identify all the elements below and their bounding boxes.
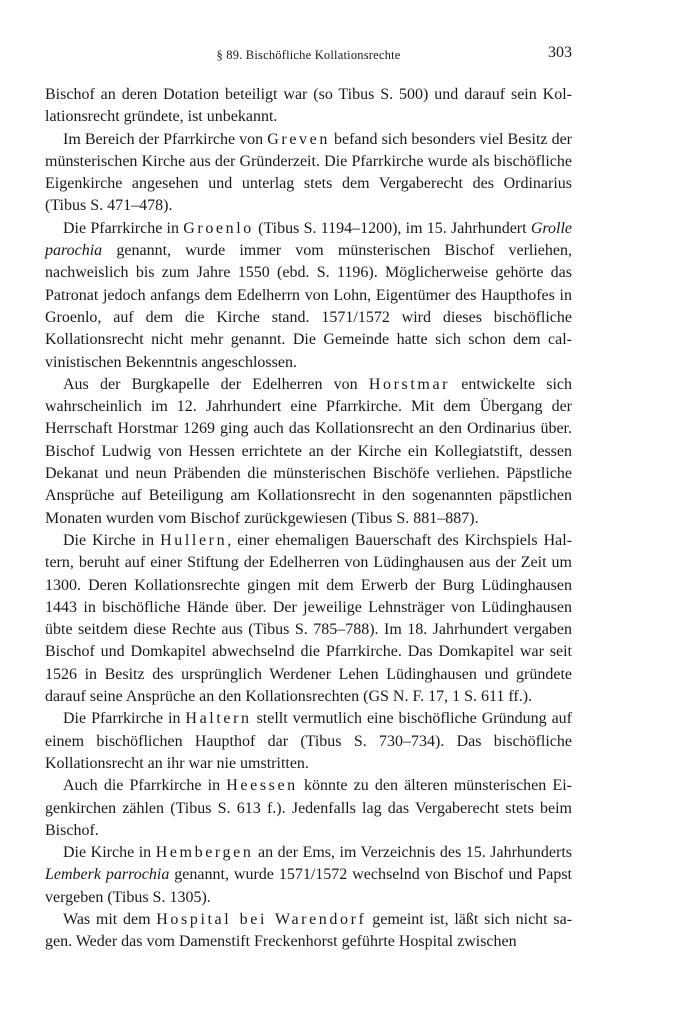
body-text [45, 84, 572, 954]
text-run: genannt, wurde 1571/1572 wechselnd von Bischof und Papst vergeben (Tibus S. 1305). [45, 866, 572, 906]
paragraph [45, 708, 572, 775]
italic-term: Lemberk parrochia [45, 866, 170, 884]
paragraph [45, 374, 572, 530]
paragraph [45, 129, 572, 218]
text-run: Bischof an deren Dotation beteiligt war (so Tibus S. 500) und darauf sein Kollationsrecht gründete, ist unbekannt. [45, 86, 572, 126]
text-run: an der Ems, im Verzeichnis des 15. Jahrhunderts [253, 844, 573, 862]
spaced-place-name: Heessen [226, 777, 298, 795]
spaced-place-name: Hullern [160, 531, 228, 549]
spaced-place-name: Haltern [185, 710, 252, 728]
running-header [45, 44, 572, 66]
text-run: gemeint ist, läßt sich nicht sagen. Weder das vom Damenstift Freckenhorst geführte Hospital zwischen [45, 910, 573, 951]
text-run: könnte zu den älteren münsterischen Eigenkirchen zählen (Tibus S. 613 f.). Jedenfalls lag das Vergaberecht stets beim Bischof. [45, 777, 572, 839]
text-run: Aus der Burgkapelle der Edelherren von [63, 375, 369, 393]
text-run: stellt vermutlich eine bischöfliche Gründung auf einem bischöflichen Haupthof dar (Tibus S. 730–734). Das bischöfliche Kollationsrecht an ihr war nie umstritten. [45, 710, 572, 772]
paragraph [45, 218, 572, 374]
italic-term: Grolle parochia [45, 219, 573, 260]
text-run: Im Bereich der Pfarrkirche von [63, 130, 268, 148]
paragraph [45, 909, 572, 954]
text-run: Was mit dem [63, 910, 157, 928]
spaced-place-name: Greven [267, 130, 330, 148]
paragraph [45, 775, 572, 842]
text-run: Die Kirche in [63, 531, 161, 549]
text-run: Die Kirche in [63, 844, 156, 862]
page-number: 303 [548, 44, 572, 61]
spaced-place-name: Horstmar [368, 375, 451, 393]
paragraph [45, 84, 572, 129]
spaced-place-name: Groenlo [183, 219, 254, 237]
spaced-place-name: Hembergen [155, 844, 254, 862]
paragraph [45, 530, 572, 708]
text-run: , einer ehemaligen Bauerschaft des Kirchspiels Haltern, beruht auf einer Stiftung der Edelherren von Lüdinghausen aus der Zeit um 1300. Deren Kollationsrechte gingen mit dem Erwerb der Burg Lüdinghausen 1443 in bischöfliche Hände über. Der jeweilige Lehnsträger von Lüdinghausen übte seitdem diese Rechte aus (Tibus S. 785–788). Im 18. Jahrhundert vergaben Bischof und Domkapitel abwechselnd die Pfarrkirche. Das Domkapitel war seit 1526 in Besitz des ursprünglich Werdener Lehen Lüdinghausen und gründete darauf seine Ansprüche an den Kollationsrechten (GS N. F. 17, 1 S. 611 ff.). [45, 531, 572, 706]
text-run: (Tibus S. 1194–1200), im 15. Jahrhundert [253, 219, 531, 237]
text-run: entwickelte sich wahrscheinlich im 12. Jahrhundert eine Pfarrkirche. Mit dem Übergang der Herrschaft Horstmar 1269 ging auch das Kollationsrecht an den Ordinarius über. Bischof Ludwig von Hessen errichtete an der Kirche ein Kollegiatstift, dessen Dekanat und neun Präbenden die münsterischen Bischöfe verliehen. Päpstliche Ansprüche auf Beteiligung am Kollationsrecht in den sogenannten päpstlichen Monaten wurden vom Bischof zurückgewiesen (Tibus S. 881–887). [45, 375, 573, 527]
spaced-place-name: Hospital bei Warendorf [156, 910, 367, 928]
text-run: befand sich besonders viel Besitz der münsterischen Kirche aus der Gründerzeit. Die Pfarrkirche wurde als bischöfliche Eigenkirche angesehen und unterlag stets dem Vergaberecht des Ordinarius (Tibus S. 471–478). [45, 130, 572, 215]
text-run: Auch die Pfarrkirche in [63, 777, 227, 795]
text-run: Die Pfarrkirche in [63, 710, 186, 728]
text-run: genannt, wurde immer vom münsterischen Bischof verliehen, nachweislich bis zum Jahre 1550 (ebd. S. 1196). Möglicherweise gehörte das Patronat jedoch anfangs dem Edelherrn von Lohn, Eigentümer des Haupthofes in Groenlo, auf dem die Kirche stand. 1571/1572 wird dieses bischöfliche Kollationsrecht nicht mehr genannt. Die Gemeinde hatte sich schon dem calvinistischen Bekenntnis angeschlossen. [45, 242, 572, 371]
paragraph [45, 842, 572, 909]
text-run: Die Pfarrkirche in [63, 219, 184, 237]
running-header-title: § 89. Bischöfliche Kollationsrechte [216, 48, 401, 62]
